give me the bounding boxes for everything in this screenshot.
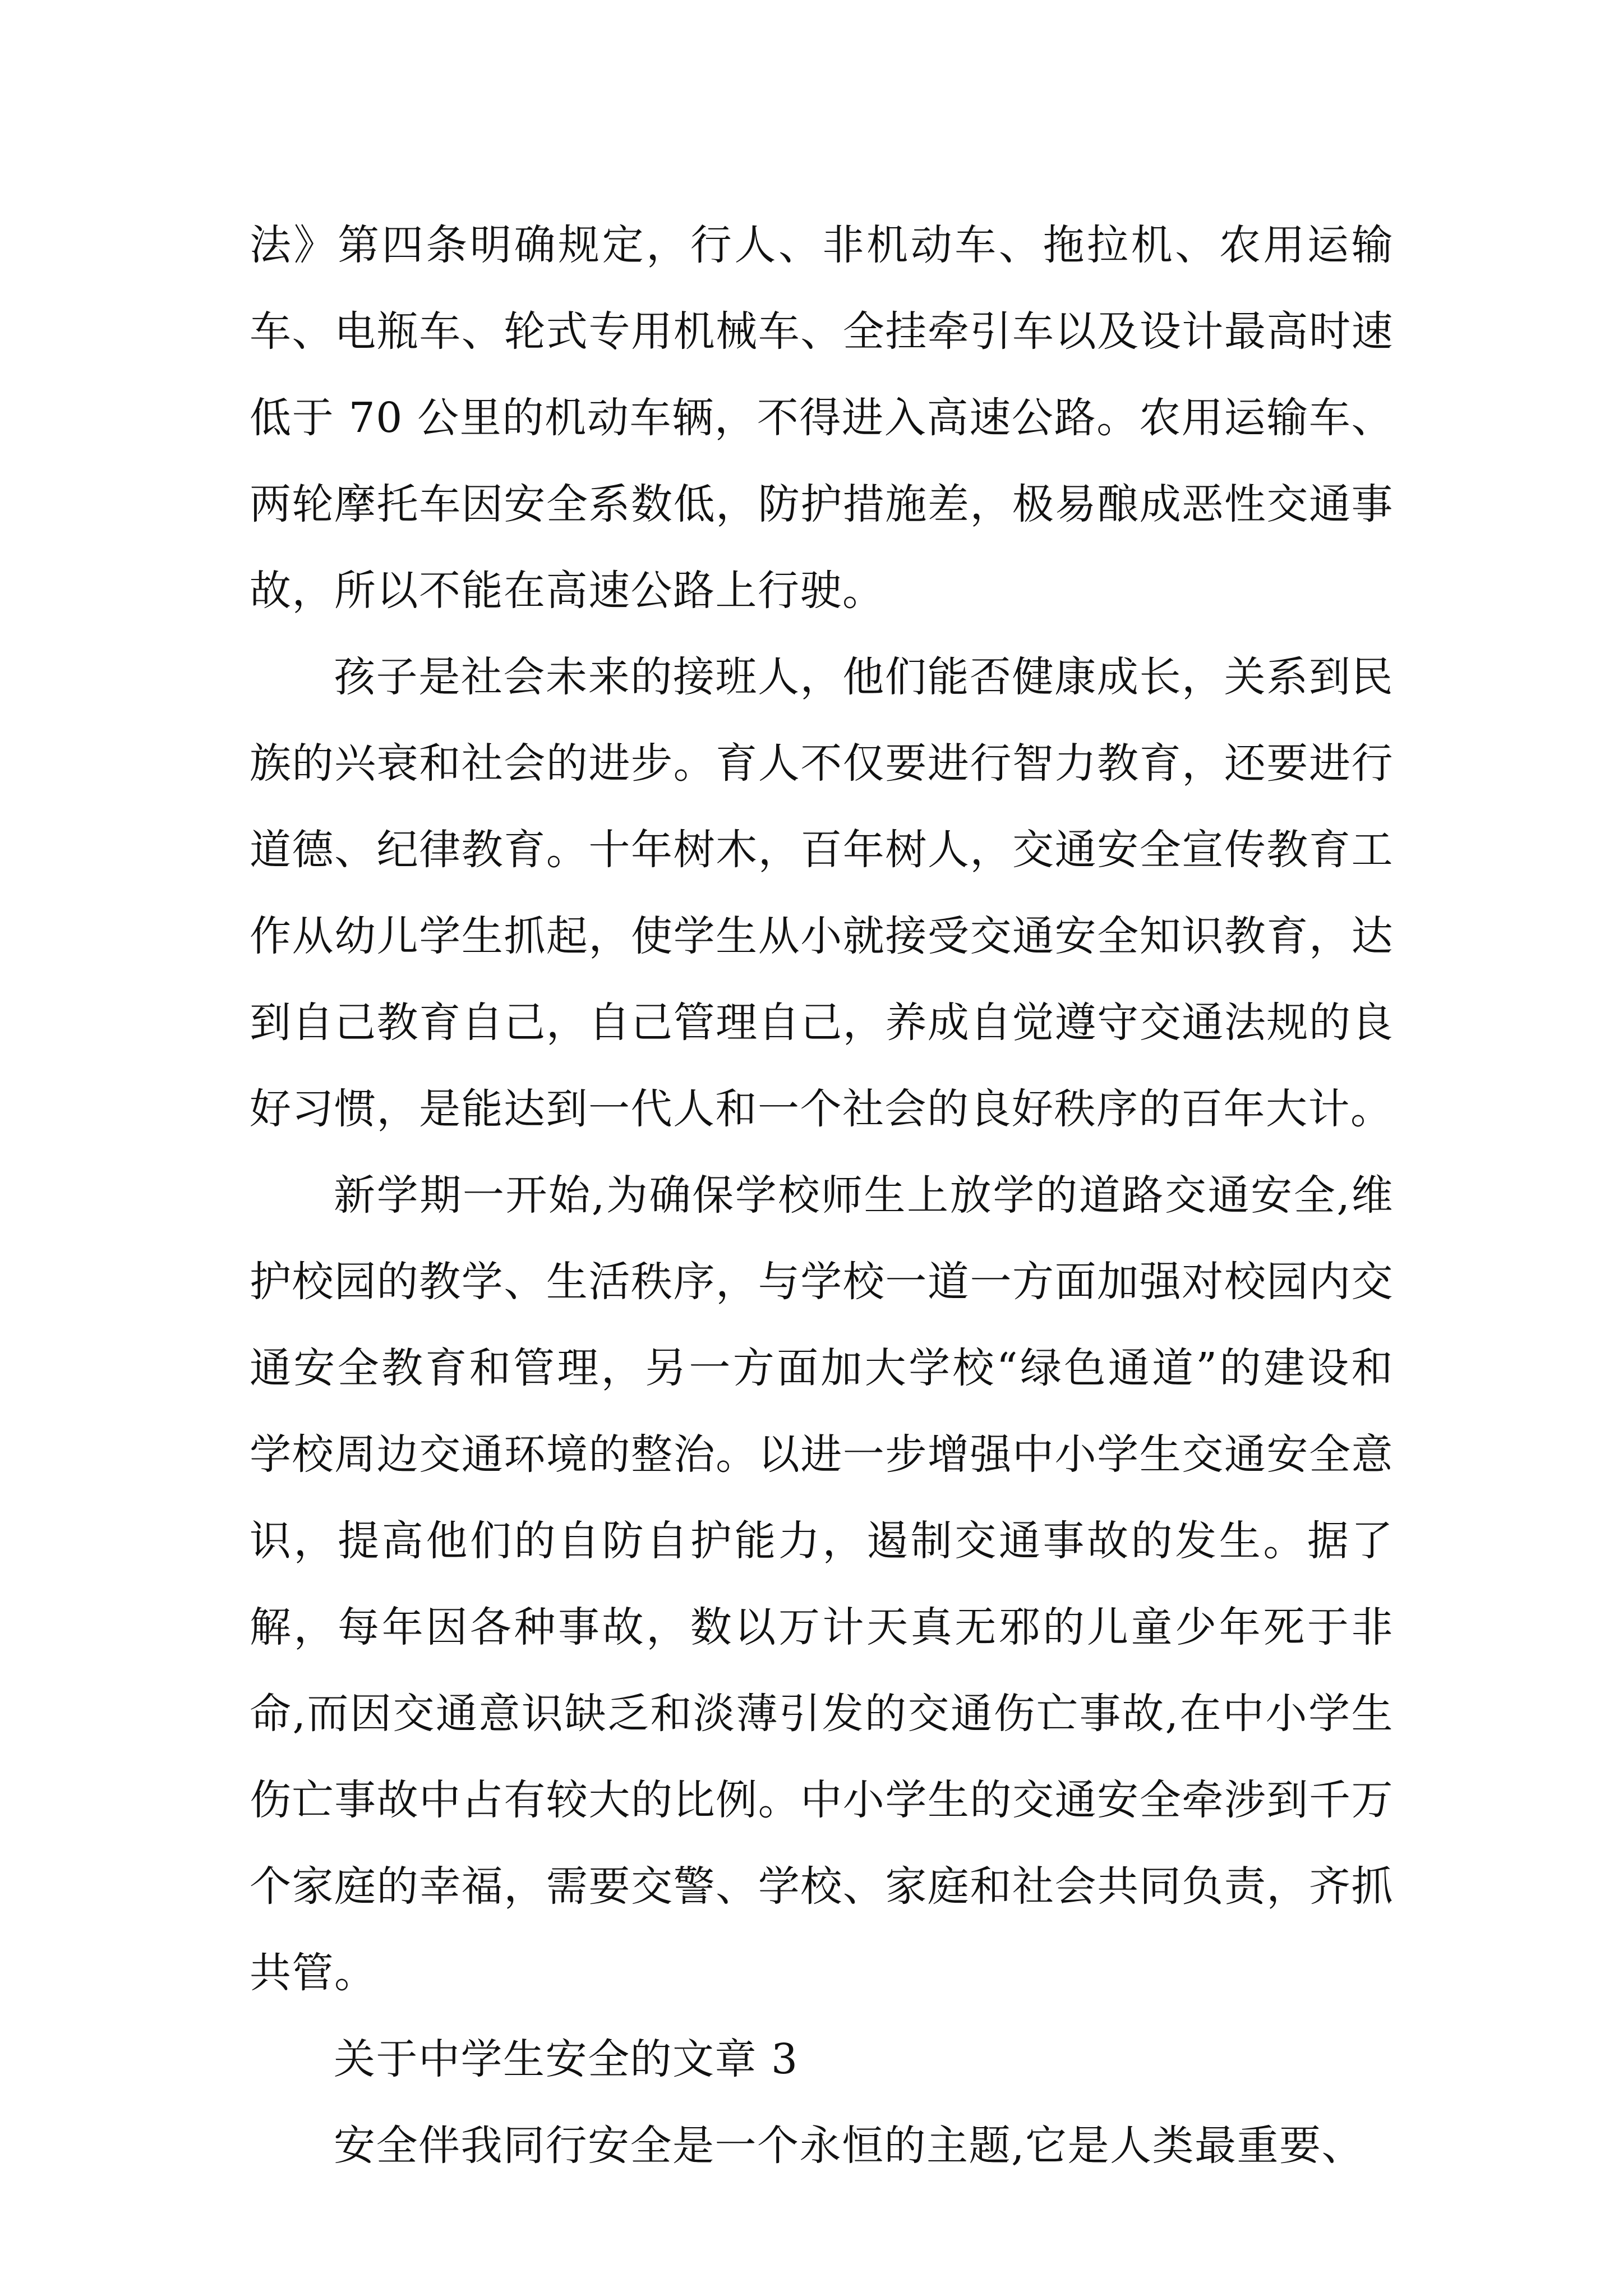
section-heading: 关于中学生安全的文章 3 [334, 2035, 799, 2083]
document-body [250, 202, 1394, 2189]
paragraph-law-continuation: 法》第四条明确规定，行人、非机动车、拖拉机、农用运输车、电瓶车、轮式专用机械车、全挂牵引车以及设计最高时速低于 70 公里的机动车辆，不得进入高速公路。农用运输车、两轮摩托车因安全系数低，防护措施差，极易酿成恶性交通事故，所以不能在高速公路上行驶。 [250, 221, 1394, 615]
paragraph-new-semester: 新学期一开始,为确保学校师生上放学的道路交通安全,维护校园的教学、生活秩序，与学校一道一方面加强对校园内交通安全教育和管理，另一方面加大学校“绿色通道”的建设和学校周边交通环境的整治。以进一步增强中小学生交通安全意识，提高他们的自防自护能力，遏制交通事故的发生。据了解，每年因各种事故，数以万计天真无邪的儿童少年死于非命,而因交通意识缺乏和淡薄引发的交通伤亡事故,在中小学生伤亡事故中占有较大的比例。中小学生的交通安全牵涉到千万个家庭的幸福，需要交警、学校、家庭和社会共同负责，齐抓共管。 [250, 1171, 1394, 1997]
paragraph-children-education: 孩子是社会未来的接班人，他们能否健康成长，关系到民族的兴衰和社会的进步。育人不仅要进行智力教育，还要进行道德、纪律教育。十年树木，百年树人，交通安全宣传教育工作从幼儿学生抓起，使学生从小就接受交通安全知识教育，达到自己教育自己，自己管理自己，养成自觉遵守交通法规的良好习惯，是能达到一代人和一个社会的良好秩序的百年大计。 [250, 653, 1394, 1133]
paragraph-safety-intro: 安全伴我同行安全是一个永恒的主题,它是人类最重要、 [334, 2122, 1364, 2170]
